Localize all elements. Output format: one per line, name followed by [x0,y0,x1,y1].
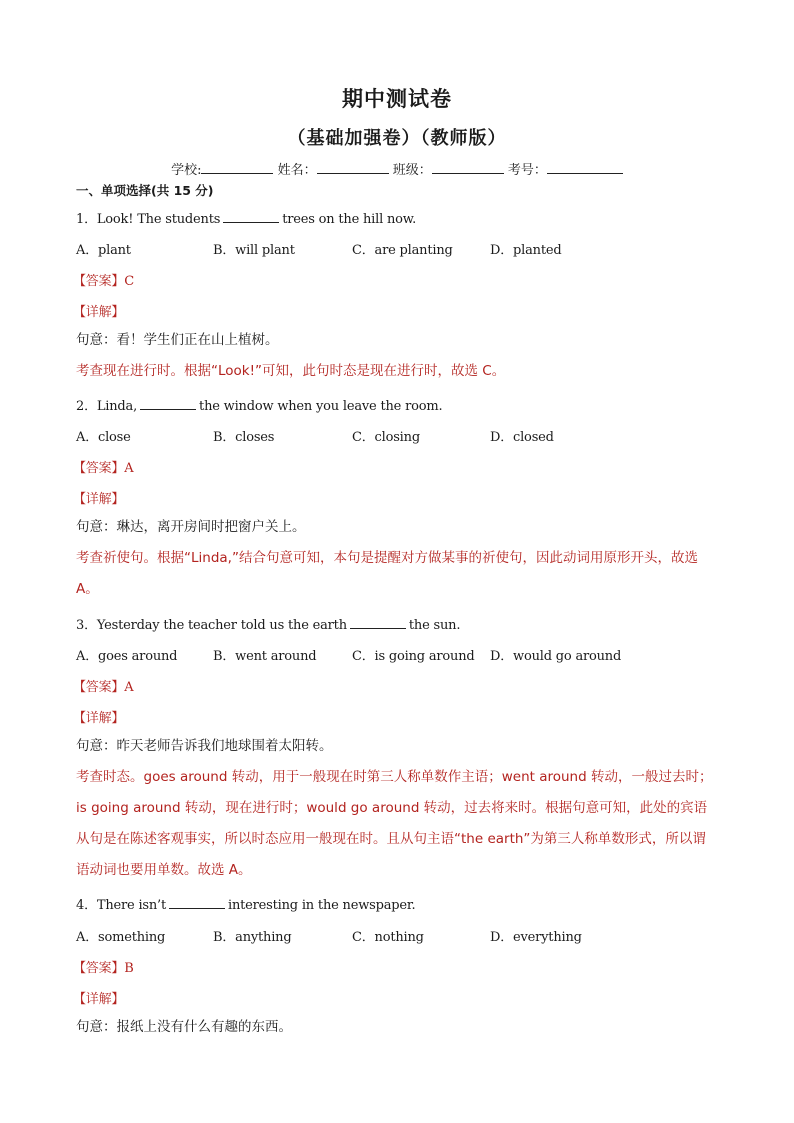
option-d: D．would go around [490,649,622,664]
question-stem: 3．Yesterday the teacher told us the earth the sun. [76,618,461,633]
option-a: A．plant [76,243,131,258]
meaning-text: 句意：看！学生们正在山上植树。 [76,332,279,348]
option-a: A．something [76,930,166,945]
option-d: D．everything [490,930,582,945]
detail-label: 【详解】 [73,711,125,726]
meaning-text: 句意：琳达，离开房间时把窗户关上。 [76,519,306,535]
answer-line: 【答案】A [73,461,134,476]
option-c: C．closing [352,430,420,445]
class-blank [432,161,504,174]
option-b: B．will plant [213,243,295,258]
question-stem: 1．Look! The students trees on the hill now. [76,212,417,227]
option-b: B．anything [213,930,292,945]
option-b: B．went around [213,649,317,664]
analysis-text: 考查祈使句。根据“Linda,”结合句意可知，本句是提醒对方做某事的祈使句，因此动词用原形开头，故选 A。 [76,550,698,597]
student-info-line [0,159,794,178]
analysis-text: 考查时态。goes around 转动，用于一般现在时第三人称单数作主语；went around 转动，一般过去时；is going around 转动，现在进行时；would go around 转动，过去将来时。根据句意可知，此处的宾语从句是在陈述客观事实，所以时态应用一般现在时。且从句主语“the earth”为第三人称单数形式，所以谓语动词也要用单数。故选 A。 [76,769,713,878]
detail-label: 【详解】 [73,305,125,320]
name-blank [317,161,389,174]
exam-no-blank [547,161,623,174]
answer-blank [169,896,225,909]
answer-blank [223,210,279,223]
detail-label: 【详解】 [73,492,125,507]
option-a: A．close [76,430,131,445]
option-d: D．closed [490,430,554,445]
class-label: 班级： [392,163,432,178]
answer-blank [350,616,406,629]
answer-line: 【答案】A [73,680,134,695]
meaning-text: 句意：报纸上没有什么有趣的东西。 [76,1019,292,1035]
question-stem: 4．There isn’t interesting in the newspaper. [76,898,416,913]
school-blank [201,161,273,174]
analysis-text: 考查现在进行时。根据“Look!”可知，此句时态是现在进行时，故选 C。 [76,363,506,379]
option-c: C．are planting [352,243,453,258]
exam-no-label: 考号： [507,163,547,178]
option-c: C．nothing [352,930,424,945]
meaning-text: 句意：昨天老师告诉我们地球围着太阳转。 [76,738,333,754]
school-label: 学校: [171,163,202,178]
detail-label: 【详解】 [73,992,125,1007]
option-d: D．planted [490,243,562,258]
section-title: 一、单项选择(共 15 分) [76,183,214,198]
option-c: C．is going around [352,649,475,664]
name-label: 姓名： [277,163,317,178]
page-subtitle: （基础加强卷）（教师版） [287,128,507,149]
answer-line: 【答案】B [73,961,134,976]
page-title: 期中测试卷 [342,87,452,111]
question-stem: 2．Linda, the window when you leave the room. [76,399,443,414]
answer-blank [140,397,196,410]
answer-line: 【答案】C [73,274,134,289]
option-b: B．closes [213,430,275,445]
option-a: A．goes around [76,649,178,664]
